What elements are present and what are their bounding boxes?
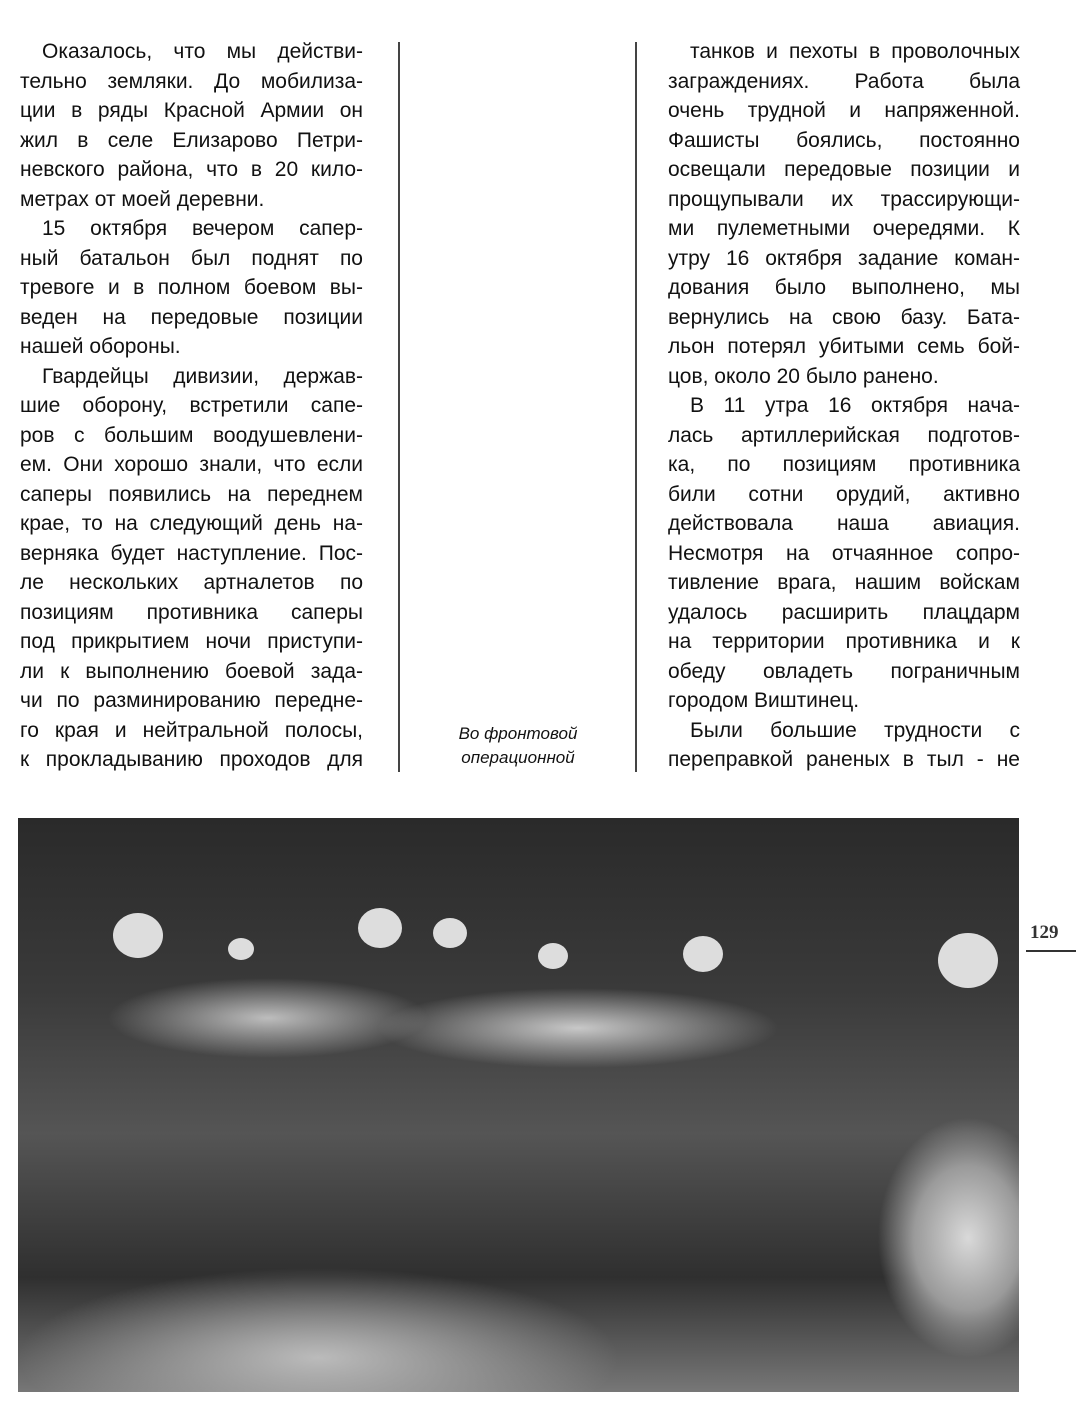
text-line: ка, по позициям противника (668, 453, 1020, 476)
text-line: В 11 утра 16 октября нача- (690, 394, 1020, 417)
text-line: ный батальон был поднят по (20, 246, 363, 270)
text-line: били сотни орудий, активно (668, 482, 1020, 506)
text-line: ми пулеметными очередями. К (668, 217, 1020, 240)
text-line: тельно земляки. До мобилиза- (20, 69, 363, 93)
caption-line: операционной (461, 748, 575, 767)
text-line: ров с большим воодушевлени- (20, 423, 363, 447)
text-line: позициям противника саперы (20, 600, 363, 624)
text-line: под прикрытием ночи приступи- (20, 630, 363, 653)
text-line: на территории противника и к (668, 630, 1020, 653)
text-line: крае, то на следующий день на- (20, 512, 363, 535)
photo-caption (400, 722, 636, 770)
text-line: ции в ряды Красной Армии он (20, 99, 363, 122)
text-line: лась артиллерийская подготов- (668, 423, 1020, 447)
text-line: утру 16 октября задание коман- (668, 246, 1020, 270)
text-line: ем. Они хорошо знали, что если (20, 453, 363, 476)
left-text-column (20, 37, 363, 775)
text-line: обеду овладеть пограничным (668, 659, 1020, 683)
text-line: чи по разминированию передне- (20, 689, 363, 712)
text-line: Оказалось, что мы действи- (42, 40, 363, 63)
text-line: Были большие трудности с (690, 718, 1020, 742)
column-divider-right (635, 42, 637, 772)
text-line: ли к выполнению боевой зада- (20, 659, 363, 683)
column-divider-left (398, 42, 400, 772)
text-line: шие оборону, встретили сапе- (20, 394, 363, 417)
text-line: саперы появились на переднем (20, 482, 363, 506)
text-line: нашей обороны. (20, 335, 181, 358)
text-line: цов, около 20 было ранено. (668, 364, 939, 388)
text-line: ле нескольких артналетов по (20, 571, 363, 594)
caption-line: Во фронтовой (458, 724, 578, 743)
text-line: прощупывали их трассирующи- (668, 187, 1020, 211)
right-text-column (668, 37, 1020, 775)
text-line: заграждениях. Работа была (668, 69, 1020, 93)
text-line: тивление врага, нашим войскам (668, 571, 1020, 594)
text-line: вернулись на свою базу. Бата- (668, 305, 1020, 329)
page-number-rule (1026, 950, 1076, 952)
text-line: веден на передовые позиции (20, 305, 363, 329)
text-line: танков и пехоты в проволочных (690, 40, 1020, 63)
text-line: Несмотря на отчаянное сопро- (668, 541, 1020, 565)
text-line: льон потерял убитыми семь бой- (668, 335, 1020, 358)
text-line: верняка будет наступление. Пос- (20, 541, 363, 565)
text-line: Фашисты боялись, постоянно (668, 128, 1020, 152)
text-line: метрах от моей деревни. (20, 187, 265, 211)
text-line: тревоге и в полном боевом вы- (20, 276, 363, 299)
text-line: Гвардейцы дивизии, держав- (42, 364, 363, 388)
field-operating-room-photo (18, 818, 1019, 1392)
text-line: го края и нейтральной полосы, (20, 718, 363, 742)
text-line: 15 октября вечером сапер- (42, 217, 363, 240)
text-line: очень трудной и напряженной. (668, 99, 1020, 122)
page-number: 129 (1030, 922, 1059, 943)
text-line: действовала наша авиация. (668, 512, 1020, 535)
text-line: освещали передовые позиции и (668, 158, 1020, 181)
text-line: невского района, что в 20 кило- (20, 158, 363, 181)
text-line: переправкой раненых в тыл - не (668, 748, 1020, 771)
text-line: удалось расширить плацдарм (668, 600, 1020, 624)
text-line: жил в селе Елизарово Петри- (20, 128, 363, 152)
text-line: к прокладыванию проходов для (20, 748, 363, 771)
text-line: городом Виштинец. (668, 689, 860, 712)
text-line: дования было выполнено, мы (668, 276, 1020, 299)
